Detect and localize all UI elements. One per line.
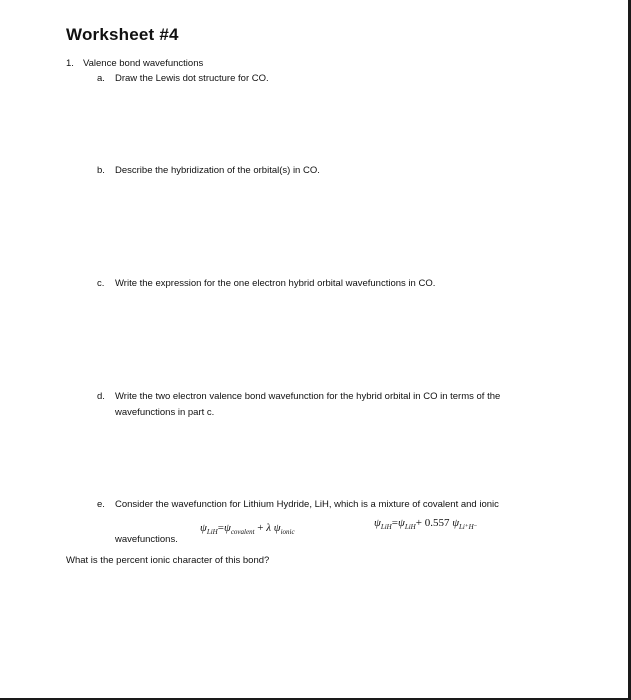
question-1-number: 1. — [66, 58, 74, 69]
part-e-text-line2: wavefunctions. — [115, 534, 178, 545]
part-a-text: Draw the Lewis dot structure for CO. — [115, 73, 269, 84]
part-d-text-line2: wavefunctions in part c. — [115, 407, 215, 418]
equation-lih-specific: $\psi_{LiH}=\psi_{LiH}+ 0.557$ $\psi_{Li^+H^-}$ — [374, 517, 478, 532]
part-c-label: c. — [97, 278, 105, 289]
part-e-text-line1: Consider the wavefunction for Lithium Hydride, LiH, which is a mixture of covalent and ionic — [115, 499, 499, 510]
equation-lih-general: $\psi_{LiH}=\psi_{covalent} + \lambda$ $\psi_{ionic}$ — [200, 522, 295, 537]
part-e-label: e. — [97, 499, 105, 510]
question-1-text: Valence bond wavefunctions — [83, 58, 204, 69]
part-c-text: Write the expression for the one electron hybrid orbital wavefunctions in CO. — [115, 278, 436, 289]
part-d-label: d. — [97, 391, 105, 402]
part-d-text-line1: Write the two electron valence bond wavefunction for the hybrid orbital in CO in terms of the — [115, 391, 501, 402]
worksheet-title: Worksheet #4 — [66, 25, 179, 44]
part-a-label: a. — [97, 73, 105, 84]
part-b-label: b. — [97, 165, 105, 176]
final-question: What is the percent ionic character of this bond? — [66, 555, 270, 566]
part-b-text: Describe the hybridization of the orbital(s) in CO. — [115, 165, 320, 176]
